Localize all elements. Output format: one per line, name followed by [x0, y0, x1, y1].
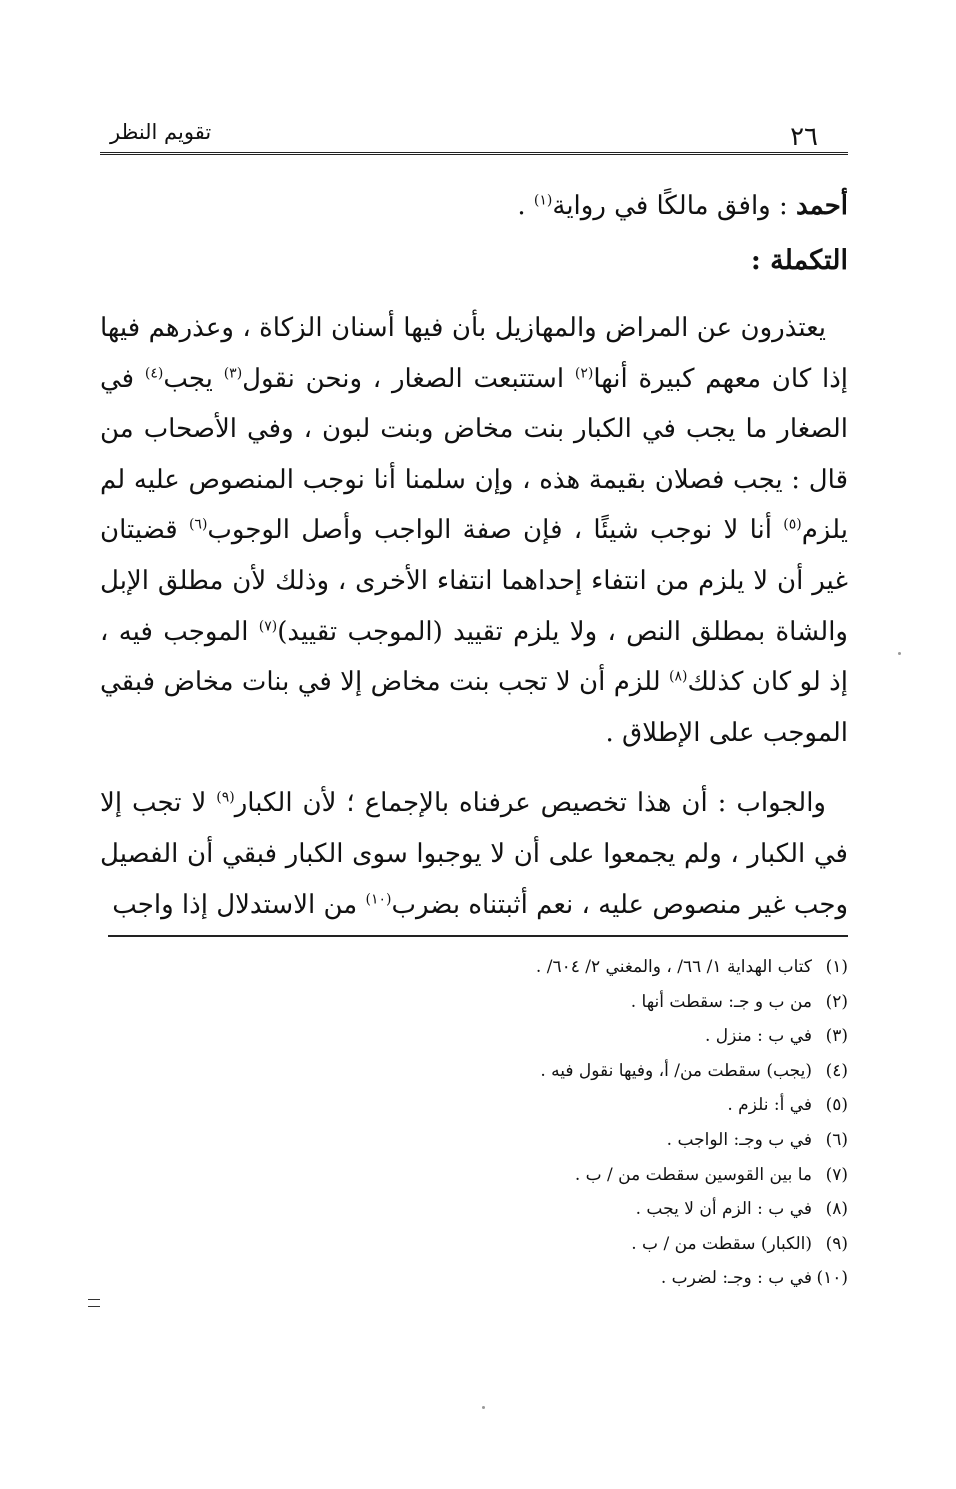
footnote-text: في ب : وجـ: لضرب . — [660, 1268, 812, 1289]
paragraph-text: من الاستدلال إذا واجب — [112, 889, 366, 920]
footnote-number: (٤) — [825, 1060, 848, 1081]
footnote-ref: (٣) — [223, 364, 243, 381]
scan-dot — [898, 652, 901, 655]
footnote-number: (٨) — [825, 1199, 848, 1220]
footnote-text: في ب : الزم أن لا يجب . — [635, 1199, 812, 1220]
paragraph-text: في الصغار ما يجب في الكبار بنت مخاض وبنت لبون ، وفي الأصحاب من قال : يجب فصلان بقيمة هذه ، وإن سلمنا أنا نوجب المنصوص عليه لم يلزم — [100, 363, 848, 546]
first-line-text: : وافق مالكًا في رواية — [552, 191, 788, 221]
paragraph-text: يجب — [163, 363, 224, 394]
footnote-ref: (٤) — [144, 364, 164, 381]
footnote — [100, 1261, 848, 1296]
footnote-text: في ب وجـ: الواجب . — [666, 1129, 812, 1150]
footnote-text: ما بين القوسين سقطت من / ب . — [574, 1164, 812, 1185]
footnote-rule — [108, 935, 848, 937]
scholar-name: أحمد — [796, 191, 848, 221]
footnote-number: (٥) — [825, 1095, 848, 1116]
running-header — [100, 118, 848, 154]
footnote-ref: (٩) — [216, 789, 235, 806]
paragraph-text: الموجب فيه ، إذ لو كان كذلك — [100, 616, 848, 698]
footnote-text: من ب و جـ: سقطت أنها . — [630, 991, 812, 1012]
footnote-number: (١٠) — [816, 1268, 848, 1289]
paragraph-text: قضيتان غير أن لا يلزم من انتفاء إحداهما انتفاء الأخرى ، وذلك لأن مطلق الإبل والشاة بمطلق النص ، ولا يلزم تقييد (الموجب تقييد) — [100, 515, 848, 647]
footnote-number: (٣) — [825, 1026, 848, 1047]
footnote — [100, 1123, 848, 1158]
page-number: ٢٦ — [790, 122, 818, 152]
paragraph — [100, 303, 848, 758]
footnote-text: في ب : منزل . — [704, 1026, 812, 1047]
footnote — [100, 985, 848, 1020]
footnote-text: (الكبار) سقطت من / ب . — [631, 1233, 812, 1254]
margin-mark — [88, 1299, 100, 1307]
paragraph-text: للزم أن لا تجب بنت مخاض إلا في بنات مخاض فبقي الموجب على الإطلاق . — [100, 667, 848, 748]
footnote — [100, 1192, 848, 1227]
footnote-text: (يجب) سقطت من/ أ، وفيها نقول فيه . — [540, 1060, 812, 1081]
footnote-text: كتاب الهداية ١/ ٦٦/ ، والمغني ٢/ ٦٠٤/ . — [535, 957, 812, 977]
paragraph — [100, 778, 848, 930]
footnote-ref: (٧) — [258, 617, 278, 634]
footnote-ref: (١٠) — [365, 890, 392, 907]
footnote-number: (٦) — [825, 1129, 848, 1150]
section-heading: التكملة : — [750, 245, 848, 276]
footnotes-list — [100, 950, 848, 1296]
footnote-number: (٧) — [825, 1164, 848, 1185]
paragraph-text: أنا لا نوجب شيئًا ، فإن صفة الواجب وأصل الوجوب — [207, 515, 784, 546]
first-line-end: . — [517, 191, 526, 221]
footnote — [100, 1088, 848, 1123]
footnote-ref: (١) — [533, 192, 553, 209]
footnote-ref: (٨) — [669, 668, 688, 685]
paragraphs — [100, 303, 848, 930]
paragraph-text: استتبعت الصغار ، ونحن نقول — [242, 363, 575, 394]
footnote-number: (٢) — [825, 991, 848, 1012]
footnote-number: (٩) — [825, 1233, 848, 1254]
footnote-number: (١) — [825, 957, 848, 977]
footnote — [100, 1054, 848, 1089]
scan-dot — [482, 1406, 485, 1409]
paragraph-text: والجواب : أن هذا تخصيص عرفناه بالإجماع ؛ لأن الكبار — [234, 788, 826, 819]
footnote-ref: (٦) — [188, 516, 208, 533]
footnote — [100, 1158, 848, 1193]
paragraph-text: يعتذرون عن المراض والمهازيل بأن فيها أسنان الزكاة ، وعذرهم فيها إذا كان معهم كبيرة أنها — [100, 313, 848, 394]
main-text — [100, 180, 848, 930]
running-title: تقويم النظر — [110, 120, 212, 144]
footnote-ref: (٢) — [574, 364, 594, 381]
header-rule — [100, 152, 848, 155]
footnote — [100, 950, 848, 985]
footnote-ref: (٥) — [783, 516, 802, 533]
footnote-text: في أ: نلزم . — [727, 1095, 812, 1116]
footnote — [100, 1019, 848, 1054]
footnote — [100, 1227, 848, 1262]
paragraph-text: لا تجب إلا في الكبار ، ولم يجمعوا على أن لا يوجبوا سوى الكبار فبقي أن الفصيل وجب غير منصوص عليه ، نعم أثبتناه بضرب — [100, 788, 848, 920]
first-line — [100, 180, 848, 233]
